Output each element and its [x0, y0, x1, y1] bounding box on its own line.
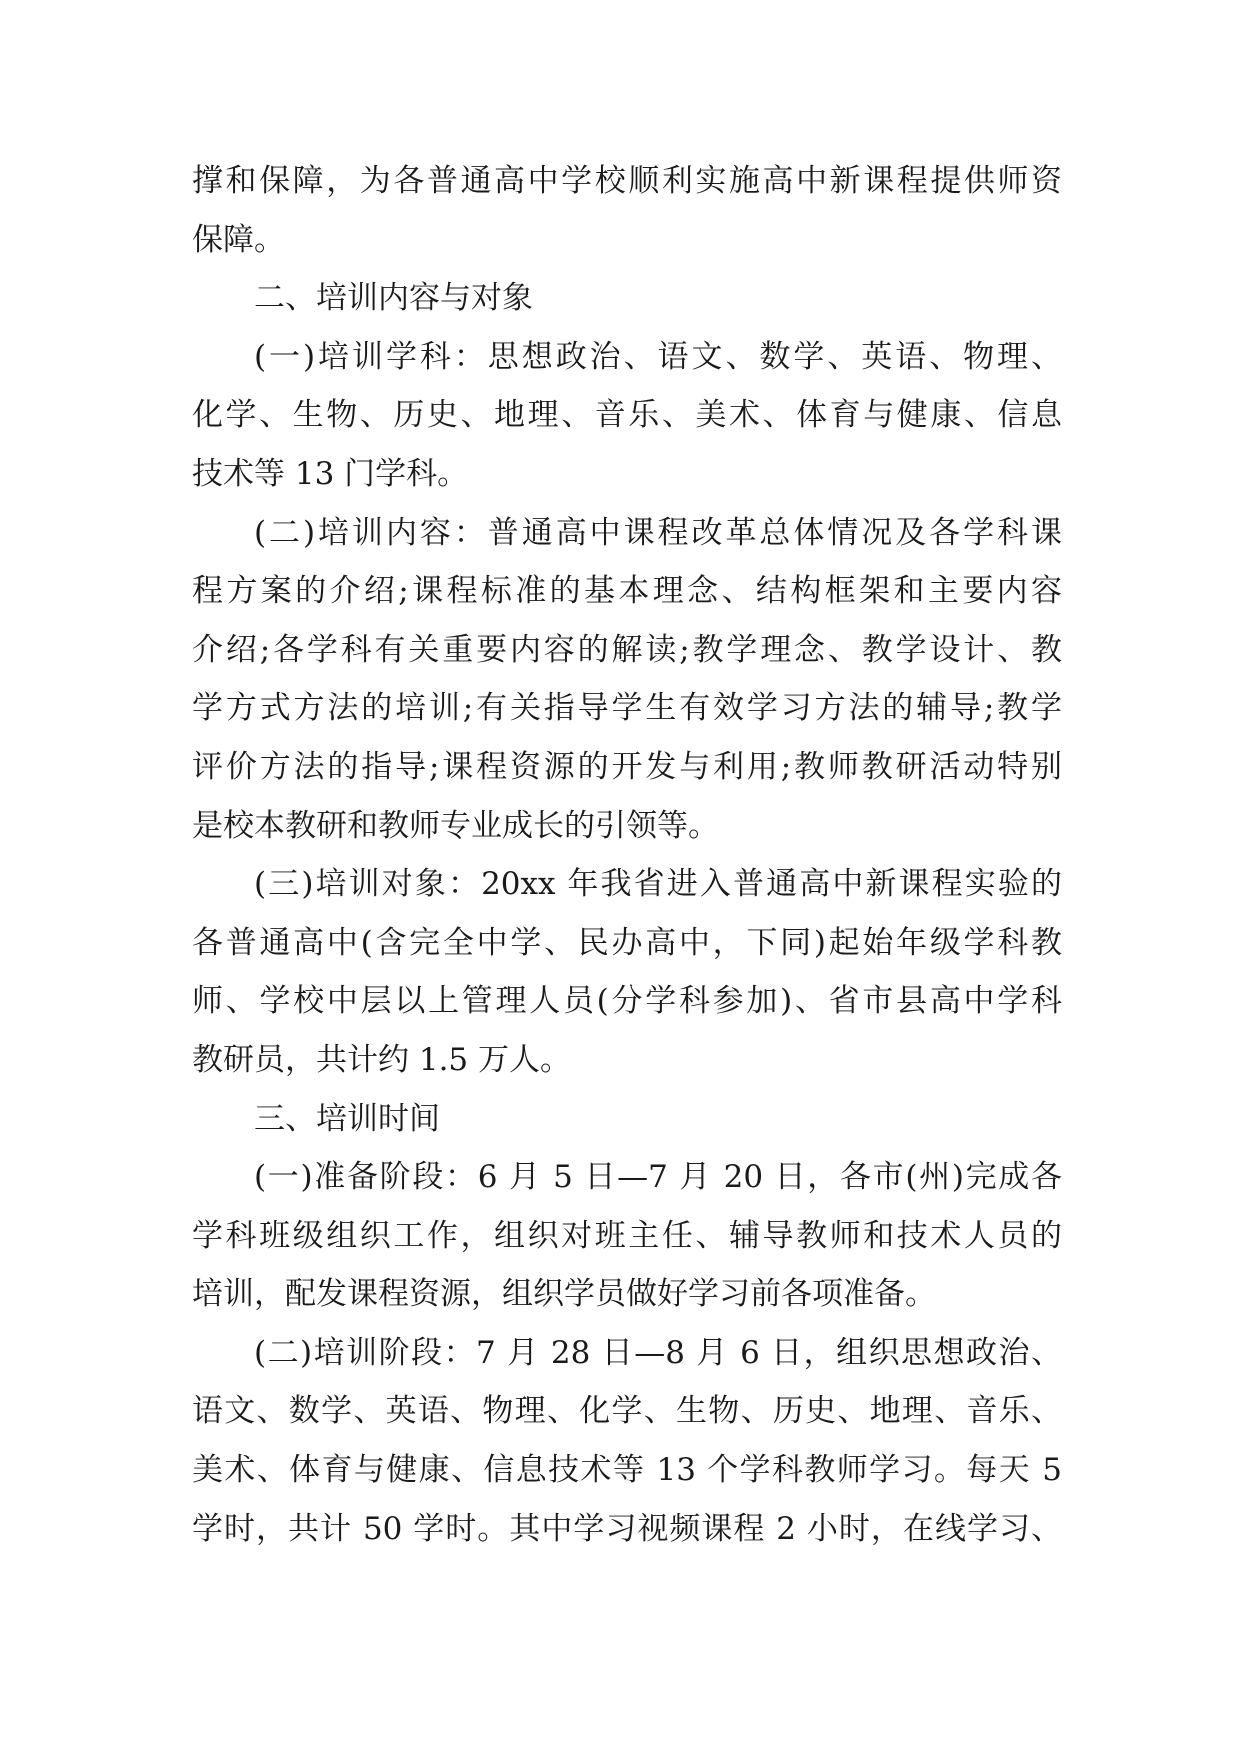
text-line: (三)培训对象：20xx 年我省进入普通高中新课程实验的	[254, 866, 1062, 903]
text-line: 美术、体育与健康、信息技术等 13 个学科教师学习。每天 5	[192, 1452, 1062, 1489]
text-line: (二)培训内容：普通高中课程改革总体情况及各学科课	[254, 514, 1062, 551]
text-line: 语文、数学、英语、物理、化学、生物、历史、地理、音乐、	[192, 1393, 1062, 1430]
document-body	[192, 152, 1062, 1558]
text-line: (一)准备阶段：6 月 5 日—7 月 20 日，各市(州)完成各	[254, 1159, 1062, 1196]
text-line: 是校本教研和教师专业成长的引领等。	[192, 807, 719, 844]
text-line: 学方式方法的培训;有关指导学生有效学习方法的辅导;教学	[192, 690, 1062, 727]
text-line: 介绍;各学科有关重要内容的解读;教学理念、教学设计、教	[192, 631, 1062, 668]
text-line: 程方案的介绍;课程标准的基本理念、结构框架和主要内容	[192, 573, 1062, 610]
text-line: (一)培训学科：思想政治、语文、数学、英语、物理、	[254, 338, 1062, 375]
text-line: 培训，配发课程资源，组织学员做好学习前各项准备。	[192, 1276, 936, 1313]
text-line: 师、学校中层以上管理人员(分学科参加)、省市县高中学科	[192, 983, 1062, 1020]
text-line: 三、培训时间	[254, 1100, 440, 1137]
text-line: 保障。	[192, 221, 285, 258]
text-line: 评价方法的指导;课程资源的开发与利用;教师教研活动特别	[192, 748, 1062, 785]
text-line: 二、培训内容与对象	[254, 280, 533, 317]
text-line: 学科班级组织工作，组织对班主任、辅导教师和技术人员的	[192, 1217, 1062, 1254]
text-line: 化学、生物、历史、地理、音乐、美术、体育与健康、信息	[192, 397, 1062, 434]
text-line: 教研员，共计约 1.5 万人。	[192, 1041, 572, 1078]
text-line: 撑和保障，为各普通高中学校顺利实施高中新课程提供师资	[192, 163, 1062, 199]
text-line: 学时，共计 50 学时。其中学习视频课程 2 小时，在线学习、	[192, 1510, 1062, 1547]
text-line: 各普通高中(含完全中学、民办高中，下同)起始年级学科教	[192, 924, 1062, 961]
text-line: 技术等 13 门学科。	[192, 455, 469, 492]
text-line: (二)培训阶段：7 月 28 日—8 月 6 日，组织思想政治、	[254, 1334, 1062, 1371]
